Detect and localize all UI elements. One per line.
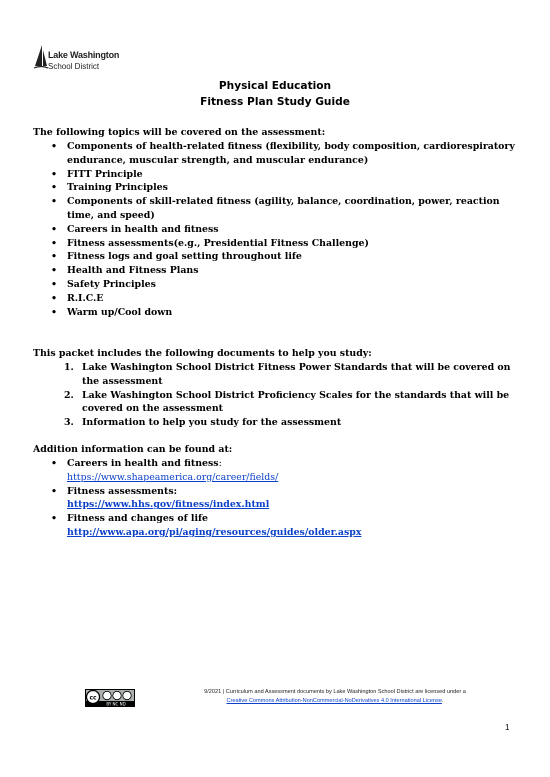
list-item: 2. Lake Washington School District Proficiency Scales for the standards that will be covered on the assessment [64, 389, 510, 415]
svg-text:BY NC ND: BY NC ND [106, 701, 126, 707]
page-title: Physical Education [218, 80, 332, 92]
list-item: • FITT Principle [51, 168, 143, 180]
topics-list [48, 140, 518, 319]
bullet-icon: • [51, 237, 57, 249]
list-item: 3. Information to help you study for the assessment [64, 417, 342, 429]
bullet-icon: • [51, 292, 57, 304]
list-item: 1. Lake Washington School District Fitness Power Standards that will be covered on the assessment [64, 362, 511, 387]
list-item: • Safety Principles [51, 278, 156, 290]
list-item: • Training Principles [51, 182, 168, 194]
list-item: • Careers in health and fitness: https://www.shapeamerica.org/career/fields/ [51, 458, 279, 483]
list-item: • Components of skill-related fitness (agility, balance, coordination, power, reaction time, and speed) [51, 196, 500, 221]
bullet-icon: • [51, 513, 57, 525]
logo-line1: Lake Washington [48, 50, 120, 60]
bullet-icon: • [51, 306, 57, 318]
bullet-icon: • [51, 265, 57, 277]
list-item: • Fitness logs and goal setting throughout life [51, 251, 302, 263]
bullet-icon: • [51, 196, 57, 208]
resources-list [48, 457, 518, 540]
page-subtitle: Fitness Plan Study Guide [200, 96, 350, 108]
svg-text:cc: cc [89, 694, 97, 702]
list-item: • Careers in health and fitness [51, 223, 219, 235]
license-link[interactable]: Creative Commons Attribution-NonCommercial-NoDerivatives 4.0 International License [226, 698, 442, 704]
page-number: 1 [505, 723, 510, 732]
bullet-icon: • [51, 168, 57, 180]
creative-commons-badge-icon [85, 689, 135, 707]
list-item: • Fitness and changes of life http://www.apa.org/pi/aging/resources/guides/older.aspx [51, 513, 362, 538]
packet-intro: This packet includes the following documents to help you study: [33, 348, 372, 359]
list-item: • R.I.C.E [51, 292, 104, 304]
bullet-icon: • [51, 251, 57, 263]
additional-intro: Addition information can be found at: [33, 444, 233, 455]
bullet-icon: • [51, 182, 57, 194]
bullet-icon: • [51, 223, 57, 235]
list-item: • Warm up/Cool down [51, 306, 173, 318]
list-item: • Health and Fitness Plans [51, 265, 199, 277]
list-item: • Components of health-related fitness (flexibility, body composition, cardiorespiratory endurance, muscular strength, and muscular endurance) [51, 141, 515, 166]
aging-resources-link[interactable]: http://www.apa.org/pi/aging/resources/guides/older.aspx [67, 526, 362, 538]
list-item: • Fitness assessments(e.g., Presidential Fitness Challenge) [51, 237, 369, 249]
logo-line2: School District [48, 62, 100, 71]
bullet-icon: • [51, 458, 57, 469]
fitness-assessments-link[interactable]: https://www.hhs.gov/fitness/index.html [67, 499, 270, 511]
sail-logo-icon [33, 44, 49, 72]
license-footer [85, 688, 525, 714]
packet-list [64, 361, 519, 430]
bullet-icon: • [51, 278, 57, 290]
topics-intro: The following topics will be covered on the assessment: [33, 127, 326, 138]
bullet-icon: • [51, 485, 57, 497]
license-text: 9/2021 | Curriculum and Assessment documents by Lake Washington School District are licensed under a Creative Commons Attribution-NonCommercial-NoDerivatives 4.0 International License. [204, 689, 466, 704]
bullet-icon: • [51, 141, 57, 152]
list-item: • Fitness assessments: https://www.hhs.gov/fitness/index.html [51, 485, 270, 511]
careers-link[interactable]: https://www.shapeamerica.org/career/fields/ [67, 471, 279, 483]
district-logo [33, 44, 123, 76]
